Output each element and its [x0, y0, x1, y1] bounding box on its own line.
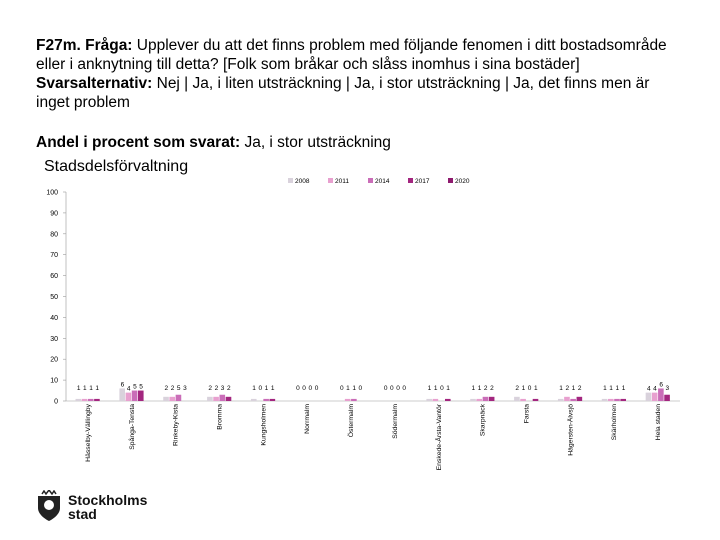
data-label: 1 [609, 385, 613, 392]
data-label: 1 [533, 385, 538, 392]
bar [76, 399, 82, 401]
bar [94, 399, 100, 401]
data-label: 2 [577, 385, 582, 392]
data-label: 0 [314, 385, 319, 392]
data-label: 0 [527, 385, 532, 392]
data-label: 0 [383, 385, 388, 392]
bar [514, 397, 520, 401]
data-label: 3 [665, 385, 670, 392]
data-label: 1 [427, 385, 432, 392]
category-label: Hässelby-Vällingby [84, 404, 92, 462]
bar [570, 399, 576, 401]
category-label: Hela staden [655, 404, 663, 441]
data-label: 4 [646, 385, 651, 393]
data-label: 1 [352, 385, 356, 392]
bar [652, 393, 658, 401]
data-label: 1 [89, 385, 93, 392]
bar [564, 397, 570, 401]
data-label: 6 [120, 381, 125, 389]
bar [620, 399, 626, 401]
bar [476, 399, 482, 401]
data-label: 5 [133, 383, 137, 391]
data-label: 4 [126, 385, 131, 393]
data-label: 0 [296, 385, 300, 392]
bar [489, 397, 495, 401]
data-label: 2 [565, 385, 570, 392]
category-label: Hägersten-Älvsjö [567, 404, 575, 456]
y-tick-label: 20 [50, 356, 58, 364]
data-label: 3 [220, 385, 225, 392]
data-label: 1 [264, 385, 269, 392]
category-label: Rinkeby-Kista [172, 404, 180, 446]
subtitle-text: Ja, i stor utsträckning [240, 134, 391, 151]
data-label: 2 [170, 385, 175, 392]
y-tick-label: 100 [46, 189, 58, 197]
y-tick-label: 90 [50, 210, 58, 218]
legend-label: 2017 [415, 178, 430, 185]
data-label: 1 [471, 385, 476, 392]
title-text: Upplever du att det finns problem med följande fenomen i ditt bostadsområde eller i anknytning till detta? [Folk som bråkar och slåss inomhus i sina bostäder] [36, 37, 667, 73]
bar [646, 393, 652, 401]
bar [226, 397, 232, 401]
data-label: 0 [302, 385, 306, 392]
bar [483, 397, 489, 401]
data-label: 1 [346, 385, 350, 392]
category-label: Kungsholmen [260, 404, 268, 446]
data-label: 0 [390, 385, 394, 392]
legend-label: 2011 [335, 178, 349, 185]
legend-label: 2020 [455, 178, 470, 185]
y-tick-label: 50 [50, 294, 58, 301]
category-label: Skarpnäck [479, 404, 487, 437]
category-label: Spånga-Tensta [128, 404, 136, 450]
bar [220, 395, 226, 401]
data-label: 0 [339, 385, 344, 392]
category-label: Östermalm [348, 404, 356, 438]
y-tick-label: 70 [50, 252, 58, 260]
category-label: Bromma [216, 404, 224, 430]
legend-swatch [368, 178, 373, 183]
subtitle-prefix: Andel i procent som svarat: [36, 134, 241, 151]
bar [658, 388, 664, 401]
category-label: Södermalm [391, 404, 399, 439]
legend-label: 2008 [295, 178, 310, 185]
bar [351, 399, 357, 401]
bar [213, 397, 219, 401]
data-label: 1 [83, 385, 87, 392]
data-label: 1 [76, 385, 81, 392]
data-label: 1 [95, 385, 100, 392]
data-label: 1 [252, 385, 256, 392]
data-label: 1 [559, 385, 563, 392]
bar [82, 399, 88, 401]
bar [577, 397, 583, 401]
bar [426, 399, 432, 401]
bar [602, 399, 608, 401]
bar [533, 399, 539, 401]
data-label: 1 [603, 385, 607, 392]
legend-swatch [328, 178, 333, 183]
category-label: Norrmalm [304, 404, 312, 434]
data-label: 0 [402, 385, 407, 392]
bar [169, 397, 175, 401]
bar [126, 393, 132, 401]
y-tick-label: 30 [50, 335, 58, 343]
category-label: Skärholmen [611, 404, 619, 441]
data-label: 1 [571, 385, 576, 392]
data-label: 0 [396, 385, 400, 392]
data-label: 2 [226, 385, 231, 392]
data-label: 1 [446, 385, 450, 392]
data-label: 2 [208, 385, 213, 392]
chart-title: Stadsdelsförvaltning [44, 158, 189, 175]
bar [251, 399, 257, 401]
data-label: 1 [621, 385, 626, 392]
bar [470, 399, 476, 401]
data-label: 0 [308, 385, 313, 392]
bar [345, 399, 351, 401]
data-label: 1 [270, 385, 275, 392]
category-label: Farsta [523, 404, 531, 424]
y-tick-label: 80 [50, 231, 58, 239]
legend-swatch [408, 178, 413, 183]
category-label: Enskede-Årsta-Vantör [435, 404, 443, 471]
title-prefix: F27m. Fråga: [36, 37, 133, 54]
legend-swatch [448, 178, 453, 183]
y-tick-label: 0 [54, 398, 58, 406]
data-label: 1 [433, 385, 438, 392]
data-label: 0 [358, 385, 363, 392]
bar [270, 399, 276, 401]
bar [445, 399, 451, 401]
bar [132, 391, 138, 401]
data-label: 2 [490, 385, 494, 392]
alternatives-prefix: Svarsalternativ: [36, 75, 153, 92]
data-label: 5 [176, 385, 181, 392]
data-label: 2 [164, 385, 169, 392]
legend-swatch [288, 178, 293, 183]
data-label: 2 [483, 385, 488, 392]
bar [207, 397, 213, 401]
bar [614, 399, 620, 401]
data-label: 4 [653, 385, 657, 393]
bar [520, 399, 526, 401]
y-tick-label: 60 [50, 273, 58, 281]
data-label: 2 [515, 385, 520, 392]
y-tick-label: 10 [50, 377, 58, 385]
data-label: 1 [521, 385, 526, 392]
bar [664, 395, 670, 401]
data-label: 1 [477, 385, 482, 392]
data-label: 0 [440, 385, 444, 392]
alternatives-text: Nej | Ja, i liten utsträckning | Ja, i stor utsträckning | Ja, det finns men är inget problem [36, 75, 650, 111]
legend-label: 2014 [375, 178, 390, 185]
data-label: 6 [659, 381, 663, 389]
bar [176, 395, 182, 401]
data-label: 1 [615, 385, 620, 392]
bar [88, 399, 94, 401]
logo-line1: Stockholms [68, 492, 148, 508]
logo-line2: stad [68, 506, 97, 522]
bar [608, 399, 614, 401]
data-label: 2 [214, 385, 219, 392]
data-label: 0 [258, 385, 263, 392]
bar [119, 388, 125, 401]
bar [263, 399, 269, 401]
data-label: 5 [139, 383, 143, 391]
bar [558, 399, 564, 401]
logo-text [68, 493, 147, 521]
data-label: 3 [183, 385, 187, 392]
bar [138, 391, 144, 401]
y-tick-label: 40 [50, 314, 58, 322]
bar [433, 399, 439, 401]
bar [163, 397, 169, 401]
